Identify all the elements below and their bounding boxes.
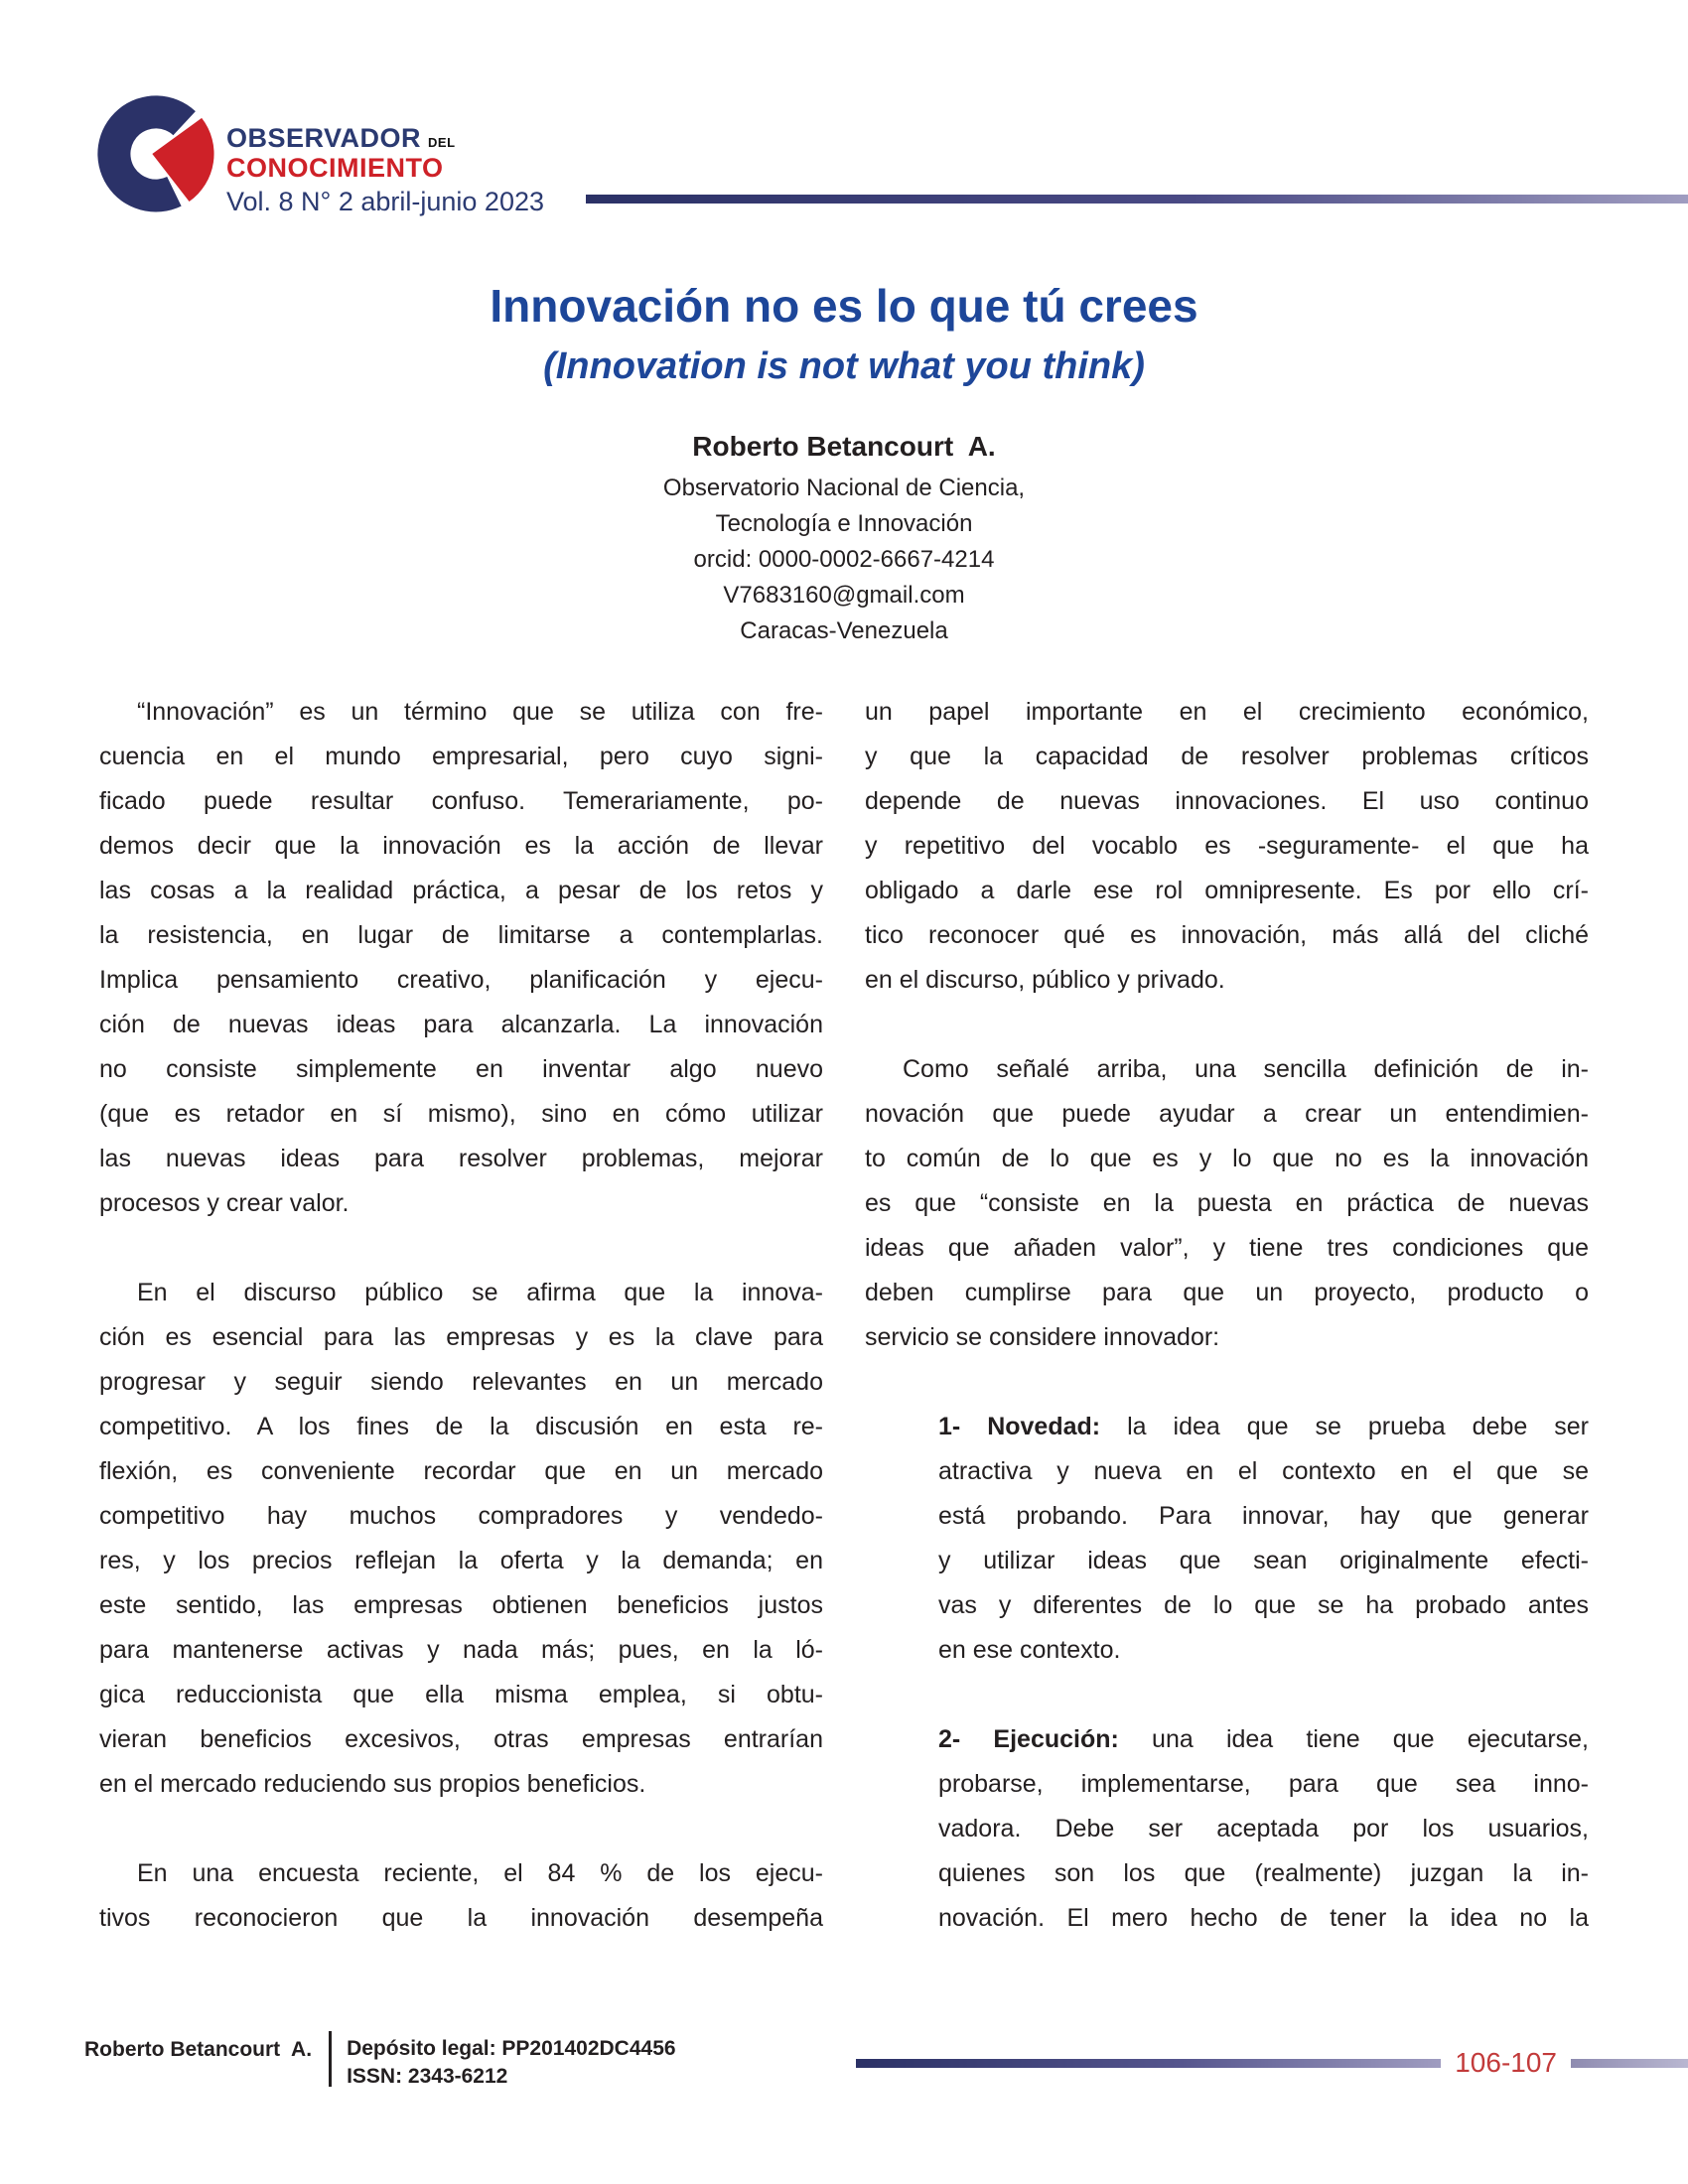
column-left — [99, 690, 823, 1941]
text-line: 2- Ejecución: una idea tiene que ejecutarse, — [938, 1725, 1589, 1753]
text-line: las cosas a la realidad práctica, a pesar de los retos y — [99, 877, 823, 904]
text-line: ideas que añaden valor”, y tiene tres condiciones que — [865, 1234, 1589, 1262]
text-line: quienes son los que (realmente) juzgan la in- — [938, 1859, 1589, 1887]
text-line: y que la capacidad de resolver problemas críticos — [865, 743, 1589, 770]
author-block — [0, 431, 1688, 649]
text-line: depende de nuevas innovaciones. El uso continuo — [865, 787, 1589, 815]
text-line: res, y los precios reflejan la oferta y la demanda; en — [99, 1547, 823, 1574]
item-lead-bold: 1- Novedad: — [938, 1413, 1101, 1440]
text-line: novación. El mero hecho de tener la idea no la — [938, 1904, 1589, 1932]
logo-word-conocimiento: CONOCIMIENTO — [226, 153, 444, 183]
footer-author-name: Roberto Betancourt A. — [84, 2038, 313, 2061]
text-line: atractiva y nueva en el contexto en el que se — [938, 1457, 1589, 1485]
volume-issue-label: Vol. 8 N° 2 abril-junio 2023 — [226, 187, 544, 216]
page-number: 106-107 — [1455, 2047, 1557, 2078]
text-line: gica reduccionista que ella misma emplea, si obtu- — [99, 1681, 823, 1708]
numbered-item — [938, 1405, 1589, 1673]
numbered-item — [938, 1717, 1589, 1941]
text-line: para mantenerse activas y nada más; pues, en la ló- — [99, 1636, 823, 1664]
text-line: es que “consiste en la puesta en práctica de nuevas — [865, 1189, 1589, 1217]
affiliation-line: Tecnología e Innovación — [715, 510, 973, 537]
article-body — [99, 690, 1589, 1941]
deposito-legal-line: Depósito legal: PP201402DC4456 — [347, 2037, 676, 2060]
text-line: tico reconocer qué es innovación, más allá del cliché — [865, 921, 1589, 949]
masthead — [95, 93, 544, 215]
text-line: este sentido, las empresas obtienen beneficios justos — [99, 1591, 823, 1619]
text-line: “Innovación” es un término que se utiliza con fre- — [137, 698, 823, 726]
author-name: Roberto Betancourt A. — [692, 431, 996, 462]
paragraph — [865, 1047, 1589, 1360]
article-title: Innovación no es lo que tú crees — [490, 280, 1198, 332]
text-line: procesos y crear valor. — [99, 1189, 350, 1217]
footer-right — [856, 2047, 1688, 2079]
paragraph — [99, 1271, 823, 1807]
text-line: la resistencia, en lugar de limitarse a contemplarlas. — [99, 921, 823, 949]
text-line: Implica pensamiento creativo, planificación y ejecu- — [99, 966, 823, 994]
text-line: vieran beneficios excesivos, otras empresas entrarían — [99, 1725, 823, 1753]
title-block — [0, 279, 1688, 388]
text-line: ficado puede resultar confuso. Temerariamente, po- — [99, 787, 823, 815]
text-line: tivos reconocieron que la innovación desempeña — [99, 1904, 823, 1932]
text-line: obligado a darle ese rol omnipresente. Es por ello crí- — [865, 877, 1589, 904]
issn-line: ISSN: 2343-6212 — [347, 2065, 508, 2088]
text-line: y repetitivo del vocablo es -seguramente- el que ha — [865, 832, 1589, 860]
article-subtitle: (Innovation is not what you think) — [543, 345, 1145, 387]
footer-divider — [329, 2031, 332, 2087]
observador-logo-icon — [95, 93, 216, 214]
text-line: vas y diferentes de lo que se ha probado antes — [938, 1591, 1589, 1619]
text-line: no consiste simplemente en inventar algo nuevo — [99, 1055, 823, 1083]
column-right — [865, 690, 1589, 1941]
footer-rule — [856, 2059, 1441, 2068]
footer-rule-end — [1571, 2059, 1688, 2068]
header-rule — [586, 195, 1688, 204]
text-line: servicio se considere innovador: — [865, 1323, 1220, 1351]
text-line: deben cumplirse para que un proyecto, producto o — [865, 1279, 1589, 1306]
text-line: vadora. Debe ser aceptada por los usuarios, — [938, 1815, 1589, 1843]
text-line: está probando. Para innovar, hay que generar — [938, 1502, 1589, 1530]
item-lead-bold: 2- Ejecución: — [938, 1725, 1119, 1753]
text-line: flexión, es conveniente recordar que en un mercado — [99, 1457, 823, 1485]
logo-word-del: DEL — [428, 135, 456, 150]
paragraph — [99, 690, 823, 1226]
text-line: (que es retador en sí mismo), sino en cómo utilizar — [99, 1100, 823, 1128]
text-line: y utilizar ideas que sean originalmente efecti- — [938, 1547, 1589, 1574]
logo-text — [226, 125, 544, 215]
text-line: probarse, implementarse, para que sea inno- — [938, 1770, 1589, 1798]
text-line: un papel importante en el crecimiento económico, — [865, 698, 1589, 726]
affiliation-line: Observatorio Nacional de Ciencia, — [662, 475, 1026, 501]
footer-left — [84, 2031, 676, 2091]
text-line: to común de lo que es y lo que no es la innovación — [865, 1145, 1589, 1172]
text-line: en ese contexto. — [938, 1636, 1121, 1664]
logo-word-observador: OBSERVADOR — [226, 123, 422, 153]
text-line: En una encuesta reciente, el 84 % de los ejecu- — [137, 1859, 823, 1887]
text-line: competitivo hay muchos compradores y vendedo- — [99, 1502, 823, 1530]
text-line: ción es esencial para las empresas y es la clave para — [99, 1323, 823, 1351]
text-line: en el discurso, público y privado. — [865, 966, 1225, 994]
email-line: V7683160@gmail.com — [723, 582, 965, 609]
text-line: cuencia en el mundo empresarial, pero cuyo signi- — [99, 743, 823, 770]
paragraph — [99, 1851, 823, 1941]
text-line: novación que puede ayudar a crear un entendimien- — [865, 1100, 1589, 1128]
text-line: 1- Novedad: la idea que se prueba debe ser — [938, 1413, 1589, 1440]
text-line: demos decir que la innovación es la acción de llevar — [99, 832, 823, 860]
orcid-line: orcid: 0000-0002-6667-4214 — [693, 546, 995, 573]
paragraph — [865, 690, 1589, 1003]
text-line: las nuevas ideas para resolver problemas, mejorar — [99, 1145, 823, 1172]
footer-legal — [347, 2031, 676, 2091]
text-line: en el mercado reduciendo sus propios beneficios. — [99, 1770, 646, 1798]
text-line: ción de nuevas ideas para alcanzarla. La innovación — [99, 1011, 823, 1038]
text-line: En el discurso público se afirma que la innova- — [137, 1279, 823, 1306]
text-line: progresar y seguir siendo relevantes en un mercado — [99, 1368, 823, 1396]
location-line: Caracas-Venezuela — [740, 617, 948, 644]
text-line: Como señalé arriba, una sencilla definición de in- — [903, 1055, 1589, 1083]
text-line: competitivo. A los fines de la discusión en esta re- — [99, 1413, 823, 1440]
